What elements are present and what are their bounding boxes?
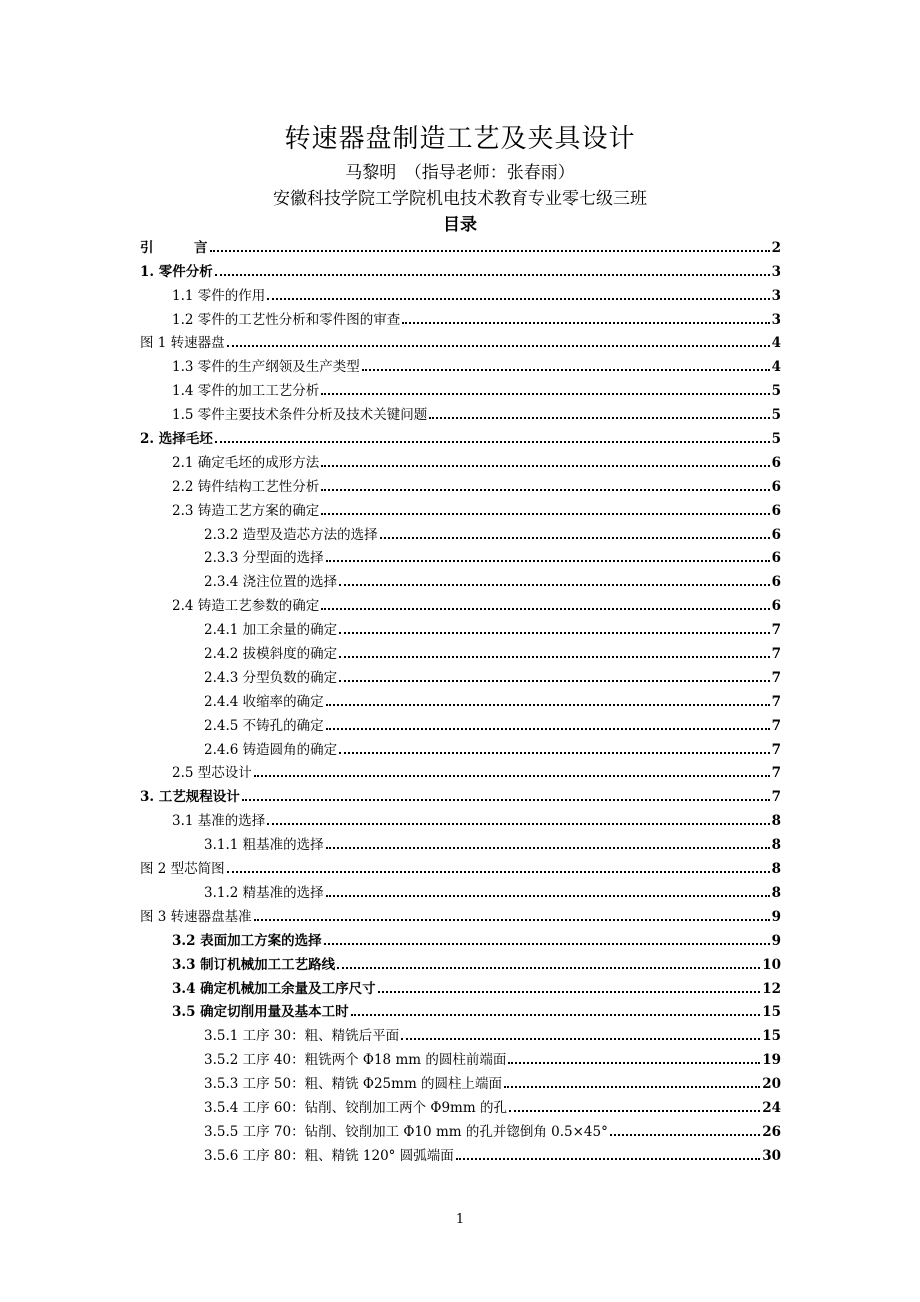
toc-dot-leader <box>456 1158 760 1160</box>
toc-entry-page: 9 <box>771 932 781 949</box>
toc-entry-label: 2.3 铸造工艺方案的确定 <box>172 502 320 519</box>
toc-dot-leader <box>339 752 769 754</box>
toc-dot-leader <box>326 704 770 706</box>
toc-entry-page: 26 <box>762 1123 781 1140</box>
toc-entry[interactable] <box>140 1093 781 1117</box>
toc-entry-label: 3.5.4 工序 60：钻削、铰削加工两个 Φ9mm 的孔 <box>204 1099 507 1116</box>
toc-entry-page: 8 <box>771 884 781 901</box>
toc-entry[interactable] <box>140 926 781 950</box>
toc-entry[interactable] <box>140 663 781 687</box>
toc-entry[interactable] <box>140 329 781 353</box>
toc-entry-label: 3.5.6 工序 80：粗、精铣 120° 圆弧端面 <box>204 1147 454 1164</box>
toc-entry-page: 4 <box>771 335 781 352</box>
toc-entry-label: 3.5.1 工序 30：粗、精铣后平面 <box>204 1028 400 1045</box>
toc-dot-leader <box>321 513 769 515</box>
table-of-contents <box>140 233 781 1165</box>
toc-dot-leader <box>242 799 770 801</box>
toc-entry-page: 8 <box>771 861 781 878</box>
toc-entry[interactable] <box>140 567 781 591</box>
toc-entry-page: 6 <box>771 598 781 615</box>
toc-entry[interactable] <box>140 544 781 568</box>
toc-entry-page: 6 <box>771 478 781 495</box>
toc-dot-leader <box>401 1038 760 1040</box>
toc-entry[interactable] <box>140 496 781 520</box>
toc-entry-label: 2.4.3 分型负数的确定 <box>204 669 338 686</box>
toc-entry-page: 5 <box>771 383 781 400</box>
toc-entry[interactable] <box>140 281 781 305</box>
toc-entry[interactable] <box>140 233 781 257</box>
toc-entry-label: 3.2 表面加工方案的选择 <box>172 932 322 949</box>
toc-entry-label: 3.3 制订机械加工工艺路线 <box>172 956 336 973</box>
toc-entry[interactable] <box>140 376 781 400</box>
toc-entry[interactable] <box>140 1045 781 1069</box>
toc-entry-page: 3 <box>771 311 781 328</box>
toc-entry-page: 5 <box>771 407 781 424</box>
toc-entry-page: 3 <box>771 263 781 280</box>
toc-entry[interactable] <box>140 974 781 998</box>
toc-entry-label: 3.5.5 工序 70：钻削、铰削加工 Φ10 mm 的孔并锪倒角 0.5×45° <box>204 1123 608 1140</box>
toc-dot-leader <box>321 393 769 395</box>
toc-entry[interactable] <box>140 806 781 830</box>
toc-entry[interactable] <box>140 1141 781 1165</box>
toc-entry-label: 2. 选择毛坯 <box>140 431 213 448</box>
toc-entry[interactable] <box>140 520 781 544</box>
toc-dot-leader <box>508 1062 760 1064</box>
toc-dot-leader <box>215 441 770 443</box>
toc-dot-leader <box>254 775 770 777</box>
toc-entry-page: 4 <box>771 359 781 376</box>
toc-entry-page: 7 <box>771 765 781 782</box>
toc-entry-label: 图 2 型芯简图 <box>140 861 225 878</box>
toc-entry-label: 3.1 基准的选择 <box>172 813 266 830</box>
toc-dot-leader <box>378 991 761 993</box>
toc-entry[interactable] <box>140 1069 781 1093</box>
toc-entry-label: 2.2 铸件结构工艺性分析 <box>172 478 320 495</box>
toc-entry-page: 7 <box>771 693 781 710</box>
toc-entry-label: 2.1 确定毛坯的成形方法 <box>172 454 320 471</box>
toc-entry-label: 图 1 转速器盘 <box>140 335 225 352</box>
toc-dot-leader <box>380 537 770 539</box>
affiliation-line: 安徽科技学院工学院机电技术教育专业零七级三班 <box>273 189 647 209</box>
toc-entry[interactable] <box>140 591 781 615</box>
toc-entry[interactable] <box>140 448 781 472</box>
toc-entry[interactable] <box>140 615 781 639</box>
toc-entry-page: 7 <box>771 717 781 734</box>
toc-dot-leader <box>509 1110 760 1112</box>
toc-entry-page: 7 <box>771 622 781 639</box>
toc-dot-leader <box>321 465 769 467</box>
toc-dot-leader <box>351 1014 761 1016</box>
toc-entry-page: 6 <box>771 550 781 567</box>
toc-dot-leader <box>326 895 770 897</box>
toc-entry-page: 7 <box>771 669 781 686</box>
toc-entry[interactable] <box>140 759 781 783</box>
toc-entry[interactable] <box>140 902 781 926</box>
toc-entry-page: 20 <box>762 1076 781 1093</box>
toc-entry[interactable] <box>140 782 781 806</box>
toc-entry-label: 3. 工艺规程设计 <box>140 789 240 806</box>
toc-entry-page: 7 <box>771 789 781 806</box>
toc-entry-label: 1.3 零件的生产纲领及生产类型 <box>172 359 360 376</box>
toc-dot-leader <box>326 728 770 730</box>
toc-entry-label: 1.5 零件主要技术条件分析及技术关键问题 <box>172 407 428 424</box>
toc-dot-leader <box>504 1086 760 1088</box>
toc-entry[interactable] <box>140 424 781 448</box>
toc-entry[interactable] <box>140 305 781 329</box>
toc-dot-leader <box>321 608 769 610</box>
toc-entry-label: 2.3.4 浇注位置的选择 <box>204 574 338 591</box>
toc-entry[interactable] <box>140 854 781 878</box>
toc-entry[interactable] <box>140 352 781 376</box>
toc-entry-page: 15 <box>762 1028 781 1045</box>
toc-entry[interactable] <box>140 1021 781 1045</box>
toc-dot-leader <box>326 847 770 849</box>
toc-entry-page: 6 <box>771 574 781 591</box>
toc-entry-page: 7 <box>771 741 781 758</box>
toc-dot-leader <box>227 345 770 347</box>
toc-dot-leader <box>402 322 769 324</box>
toc-dot-leader <box>324 943 770 945</box>
toc-entry-label: 2.5 型芯设计 <box>172 765 252 782</box>
toc-entry-label: 1.1 零件的作用 <box>172 287 266 304</box>
toc-entry-label: 2.3.3 分型面的选择 <box>204 550 324 567</box>
toc-entry-page: 9 <box>771 908 781 925</box>
toc-entry-page: 30 <box>762 1147 781 1164</box>
toc-dot-leader <box>429 417 769 419</box>
toc-entry-label: 2.4 铸造工艺参数的确定 <box>172 598 320 615</box>
toc-entry-page: 7 <box>771 646 781 663</box>
toc-entry-label: 图 3 转速器盘基准 <box>140 908 252 925</box>
toc-dot-leader <box>321 489 769 491</box>
toc-dot-leader <box>326 560 770 562</box>
document-title: 转速器盘制造工艺及夹具设计 <box>284 124 636 154</box>
toc-entry[interactable] <box>140 998 781 1022</box>
toc-entry-page: 6 <box>771 502 781 519</box>
toc-entry-label: 1. 零件分析 <box>140 263 213 280</box>
toc-entry[interactable] <box>140 878 781 902</box>
toc-entry[interactable] <box>140 950 781 974</box>
toc-entry-page: 3 <box>771 287 781 304</box>
toc-entry-label: 2.4.6 铸造圆角的确定 <box>204 741 338 758</box>
toc-dot-leader <box>215 274 770 276</box>
toc-entry[interactable] <box>140 1117 781 1141</box>
toc-entry-page: 12 <box>762 980 781 997</box>
toc-entry[interactable] <box>140 257 781 281</box>
toc-entry[interactable] <box>140 830 781 854</box>
toc-entry[interactable] <box>140 639 781 663</box>
toc-entry-page: 19 <box>762 1052 781 1069</box>
toc-dot-leader <box>339 680 769 682</box>
toc-entry-page: 10 <box>762 956 781 973</box>
toc-dot-leader <box>610 1134 760 1136</box>
page-number: 1 <box>455 1212 465 1227</box>
toc-entry-label: 3.1.1 粗基准的选择 <box>204 837 324 854</box>
toc-entry-label: 2.3.2 造型及造芯方法的选择 <box>204 526 378 543</box>
toc-entry-page: 2 <box>771 239 781 256</box>
toc-entry-label: 2.4.1 加工余量的确定 <box>204 622 338 639</box>
toc-dot-leader <box>339 584 769 586</box>
toc-entry-page: 8 <box>771 813 781 830</box>
toc-dot-leader <box>267 823 769 825</box>
toc-entry[interactable] <box>140 735 781 759</box>
toc-entry-page: 24 <box>762 1099 781 1116</box>
toc-heading: 目录 <box>443 215 477 235</box>
toc-dot-leader <box>227 871 770 873</box>
toc-dot-leader <box>362 369 770 371</box>
toc-dot-leader <box>339 656 769 658</box>
toc-entry-label: 3.5.2 工序 40：粗铣两个 Φ18 mm 的圆柱前端面 <box>204 1052 507 1069</box>
toc-entry-label: 2.4.4 收缩率的确定 <box>204 693 324 710</box>
toc-entry-label: 2.4.5 不铸孔的确定 <box>204 717 324 734</box>
toc-entry[interactable] <box>140 711 781 735</box>
toc-entry-page: 6 <box>771 454 781 471</box>
toc-entry-page: 8 <box>771 837 781 854</box>
toc-entry-label: 引 言 <box>140 239 208 256</box>
toc-entry-label: 3.5 确定切削用量及基本工时 <box>172 1004 349 1021</box>
author-line: 马黎明 （指导老师：张春雨） <box>345 163 575 183</box>
toc-dot-leader <box>267 298 769 300</box>
toc-entry-label: 3.1.2 精基准的选择 <box>204 884 324 901</box>
toc-entry-label: 3.4 确定机械加工余量及工序尺寸 <box>172 980 376 997</box>
toc-entry-label: 1.2 零件的工艺性分析和零件图的审查 <box>172 311 401 328</box>
toc-entry[interactable] <box>140 687 781 711</box>
toc-entry-label: 3.5.3 工序 50：粗、精铣 Φ25mm 的圆柱上端面 <box>204 1076 503 1093</box>
toc-dot-leader <box>254 919 770 921</box>
toc-entry[interactable] <box>140 400 781 424</box>
toc-dot-leader <box>210 250 770 252</box>
toc-dot-leader <box>337 967 760 969</box>
toc-entry[interactable] <box>140 472 781 496</box>
toc-dot-leader <box>339 632 769 634</box>
toc-entry-page: 6 <box>771 526 781 543</box>
toc-entry-page: 15 <box>762 1004 781 1021</box>
toc-entry-label: 1.4 零件的加工工艺分析 <box>172 383 320 400</box>
toc-entry-page: 5 <box>771 431 781 448</box>
toc-entry-label: 2.4.2 拔模斜度的确定 <box>204 646 338 663</box>
